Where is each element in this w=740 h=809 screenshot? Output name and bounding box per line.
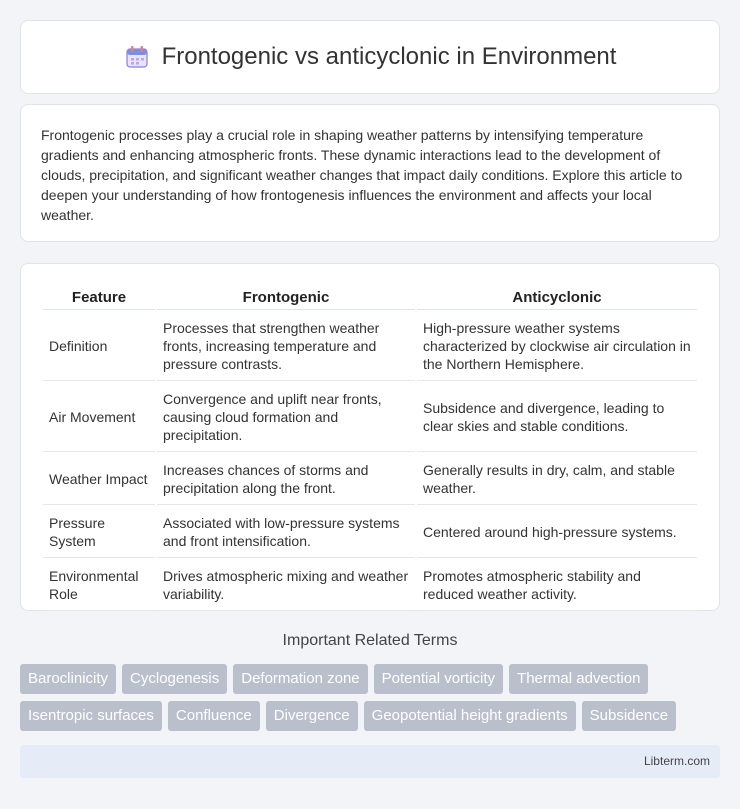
- anticyclonic-cell: Promotes atmospheric stability and reduced weather activity.: [417, 560, 697, 611]
- tag-subsidence[interactable]: Subsidence: [582, 701, 676, 731]
- feature-cell: Pressure System: [43, 507, 155, 558]
- header-frontogenic: Frontogenic: [157, 286, 415, 310]
- footer: [20, 745, 720, 778]
- intro-card: [20, 104, 720, 242]
- tag-isentropic-surfaces[interactable]: Isentropic surfaces: [20, 701, 162, 731]
- tag-potential-vorticity[interactable]: Potential vorticity: [374, 664, 503, 694]
- table-row: [43, 383, 697, 452]
- page-title: Frontogenic vs anticyclonic in Environment: [161, 43, 617, 70]
- related-terms-tags: [20, 664, 720, 731]
- frontogenic-cell: Associated with low-pressure systems and front intensification.: [157, 507, 415, 558]
- comparison-table: [41, 284, 699, 613]
- tag-divergence[interactable]: Divergence: [266, 701, 358, 731]
- header-anticyclonic: Anticyclonic: [417, 286, 697, 310]
- feature-cell: Air Movement: [43, 383, 155, 452]
- tag-deformation-zone[interactable]: Deformation zone: [233, 664, 367, 694]
- frontogenic-cell: Convergence and uplift near fronts, causing cloud formation and precipitation.: [157, 383, 415, 452]
- feature-cell: Environmental Role: [43, 560, 155, 611]
- frontogenic-cell: Processes that strengthen weather fronts, increasing temperature and pressure contrasts.: [157, 312, 415, 381]
- table-header-row: [43, 286, 697, 310]
- tag-baroclinicity[interactable]: Baroclinicity: [20, 664, 116, 694]
- calendar-icon: [124, 44, 150, 70]
- header-feature: Feature: [43, 286, 155, 310]
- table-row: [43, 312, 697, 381]
- frontogenic-cell: Drives atmospheric mixing and weather variability.: [157, 560, 415, 611]
- table-row: [43, 507, 697, 558]
- tag-cyclogenesis[interactable]: Cyclogenesis: [122, 664, 227, 694]
- feature-cell: Weather Impact: [43, 454, 155, 505]
- related-terms-title: Important Related Terms: [282, 632, 458, 649]
- frontogenic-cell: Increases chances of storms and precipitation along the front.: [157, 454, 415, 505]
- tag-geopotential-height-gradients[interactable]: Geopotential height gradients: [364, 701, 576, 731]
- anticyclonic-cell: Centered around high-pressure systems.: [417, 507, 697, 558]
- title-card: [20, 20, 720, 94]
- table-row: [43, 454, 697, 505]
- footer-site-link[interactable]: Libterm.com: [643, 754, 710, 768]
- feature-cell: Definition: [43, 312, 155, 381]
- anticyclonic-cell: Subsidence and divergence, leading to clear skies and stable conditions.: [417, 383, 697, 452]
- intro-text: Frontogenic processes play a crucial role in shaping weather patterns by intensifying temperature gradients and enhancing atmospheric fronts. These dynamic interactions lead to the development of clouds, precipitation, and significant weather changes that impact daily conditions. Explore this article to deepen your understanding of how frontogenesis influences the environment and affects your local weather.: [41, 127, 683, 223]
- tag-confluence[interactable]: Confluence: [168, 701, 260, 731]
- tag-thermal-advection[interactable]: Thermal advection: [509, 664, 648, 694]
- comparison-table-card: [20, 263, 720, 611]
- table-row: [43, 560, 697, 611]
- anticyclonic-cell: Generally results in dry, calm, and stable weather.: [417, 454, 697, 505]
- anticyclonic-cell: High-pressure weather systems characterized by clockwise air circulation in the Northern Hemisphere.: [417, 312, 697, 381]
